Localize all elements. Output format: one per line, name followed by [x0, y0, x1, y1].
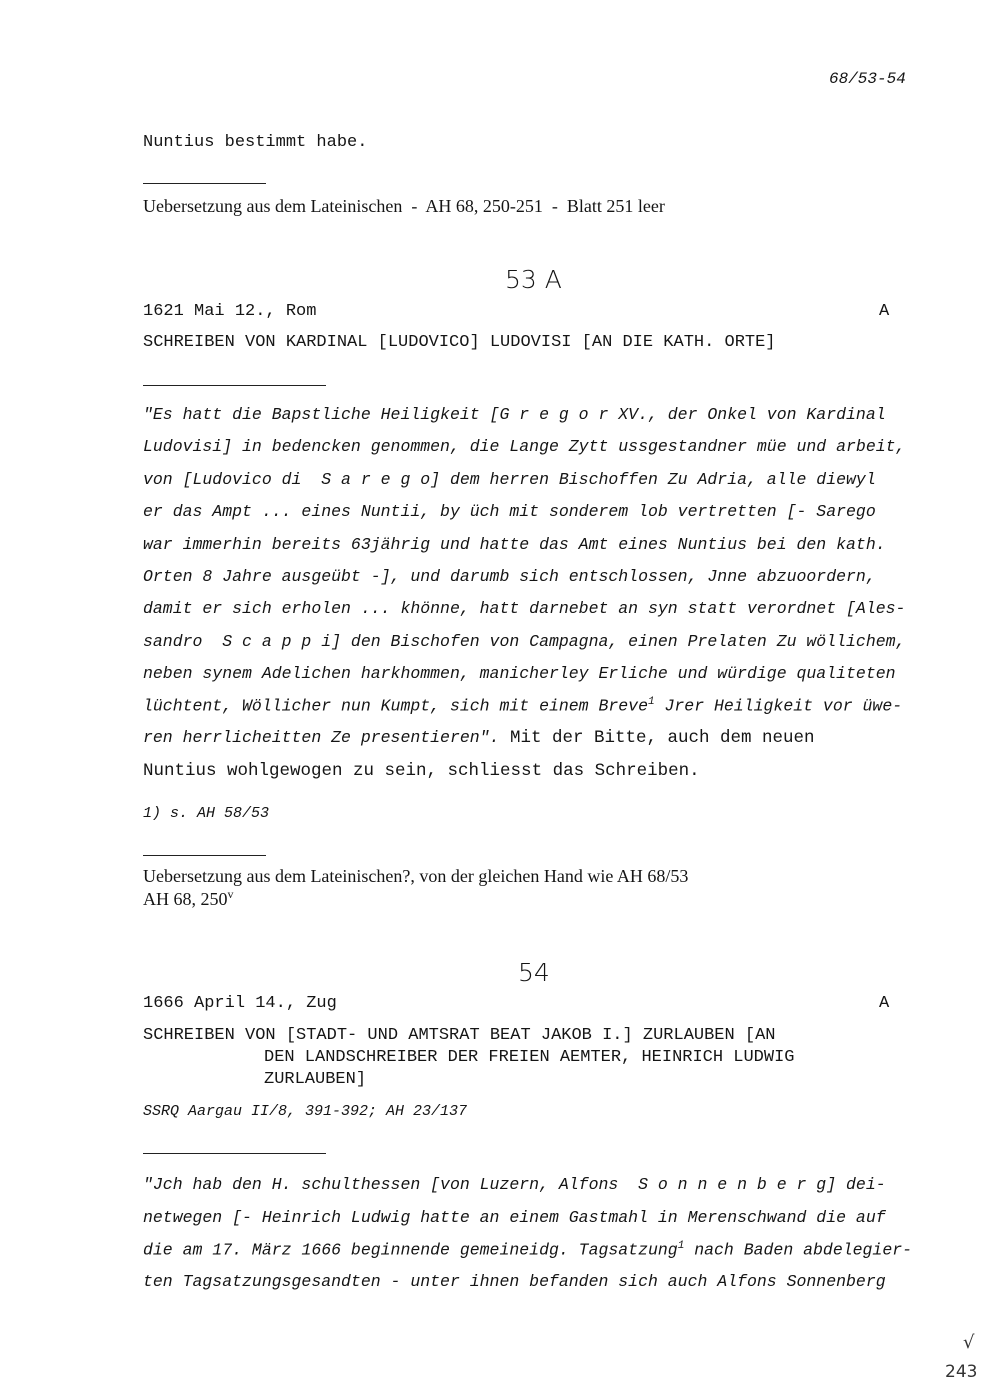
doc54-title-line: ZURLAUBEN]	[264, 1070, 367, 1089]
doc53-body-line: Nuntius wohlgewogen zu sein, schliesst das Schreiben.	[143, 761, 700, 781]
doc53-title: SCHREIBEN VON KARDINAL [LUDOVICO] LUDOVISI [AN DIE KATH. ORTE]	[143, 333, 776, 352]
footnote-marker: 1	[677, 1240, 685, 1252]
quote-text: nach Baden abdelegier-	[684, 1240, 913, 1260]
document-number-54: 54	[518, 958, 550, 987]
previous-entry-tail: Nuntius bestimmt habe.	[143, 133, 368, 152]
doc54-quote-line: ten Tagsatzungsgesandten - unter ihnen befanden sich auch Alfons Sonnenberg	[143, 1272, 886, 1291]
quote-text: lüchtent, Wöllicher nun Kumpt, sich mit einem Breve	[143, 696, 648, 716]
doc53-quote-line: neben synem Adelichen harkhommen, manicherley Erliche und würdige qualiteten	[143, 664, 896, 683]
separator-rule	[143, 855, 266, 856]
doc53-quote-line: Orten 8 Jahre ausgeübt -], und darumb sich entschlossen, Jnne abzuoordern,	[143, 567, 876, 586]
page-reference: 68/53-54	[829, 70, 906, 88]
doc53-quote-line: sandro S c a p p i] den Bischofen von Campagna, einen Prelaten Zu wöllichem,	[143, 632, 906, 651]
doc54-title-line: DEN LANDSCHREIBER DER FREIEN AEMTER, HEINRICH LUDWIG	[264, 1048, 795, 1067]
separator-rule	[143, 1153, 326, 1154]
source-ref-text: AH 68, 250	[143, 889, 228, 909]
doc53-footnote: 1) s. AH 58/53	[143, 805, 270, 822]
doc53-quote-line: war immerhin bereits 63jährig und hatte das Amt eines Nuntius bei den kath.	[143, 535, 886, 554]
document-number-53a: 53 A	[505, 265, 562, 294]
doc53-quote-line: er das Ampt ... eines Nuntii, by üch mit sonderem lob vertretten [- Sarego	[143, 502, 876, 521]
doc53-quote-line: damit er sich erholen ... khönne, hatt darnebet an syn statt verordnet [Ales-	[143, 599, 906, 618]
separator-rule	[143, 183, 266, 184]
verso-marker: v	[227, 887, 234, 901]
doc53-source-note: Uebersetzung aus dem Lateinischen?, von der gleichen Hand wie AH 68/53	[143, 866, 689, 886]
separator-rule	[143, 385, 326, 386]
doc53-quote-line: von [Ludovico di S a r e g o] dem herren Bischoffen Zu Adria, alle diewyl	[143, 470, 876, 489]
doc54-date-place: 1666 April 14., Zug	[143, 994, 337, 1013]
doc54-citation: SSRQ Aargau II/8, 391-392; AH 23/137	[143, 1103, 468, 1120]
doc53-quote-line-with-footnote	[143, 696, 902, 716]
doc54-grade: A	[879, 994, 890, 1013]
doc53-grade: A	[879, 302, 890, 321]
doc53-quote-line: Ludovisi] in bedencken genommen, die Lange Zytt ussgestandner müe und arbeit,	[143, 437, 906, 456]
footnote-marker: 1	[647, 696, 655, 708]
previous-source-note: Uebersetzung aus dem Lateinischen - AH 68, 250-251 - Blatt 251 leer	[143, 196, 665, 216]
doc54-quote-line-with-footnote	[143, 1240, 912, 1260]
quote-text: Jrer Heiligkeit vor üwe-	[654, 696, 903, 716]
folio-number: 243	[945, 1362, 978, 1382]
doc53-mixed-line	[143, 728, 815, 748]
doc53-source-ref	[143, 887, 234, 910]
quote-text: die am 17. März 1666 beginnende gemeineidg. Tagsatzung	[143, 1240, 678, 1260]
doc53-quote-line: "Es hatt die Bapstliche Heiligkeit [G r e g o r XV., der Onkel von Kardinal	[143, 405, 886, 424]
doc54-quote-line: "Jch hab den H. schulthessen [von Luzern, Alfons S o n n e n b e r g] dei-	[143, 1175, 886, 1194]
check-mark: √	[963, 1332, 975, 1353]
doc53-date-place: 1621 Mai 12., Rom	[143, 302, 317, 321]
doc54-quote-line: netwegen [- Heinrich Ludwig hatte an einem Gastmahl in Merenschwand die auf	[143, 1208, 886, 1227]
body-text: Mit der Bitte, auch dem neuen	[499, 728, 815, 748]
doc54-title-line: SCHREIBEN VON [STADT- UND AMTSRAT BEAT JAKOB I.] ZURLAUBEN [AN	[143, 1026, 776, 1045]
quote-text: ren herrlicheitten Ze presentieren".	[143, 728, 500, 747]
